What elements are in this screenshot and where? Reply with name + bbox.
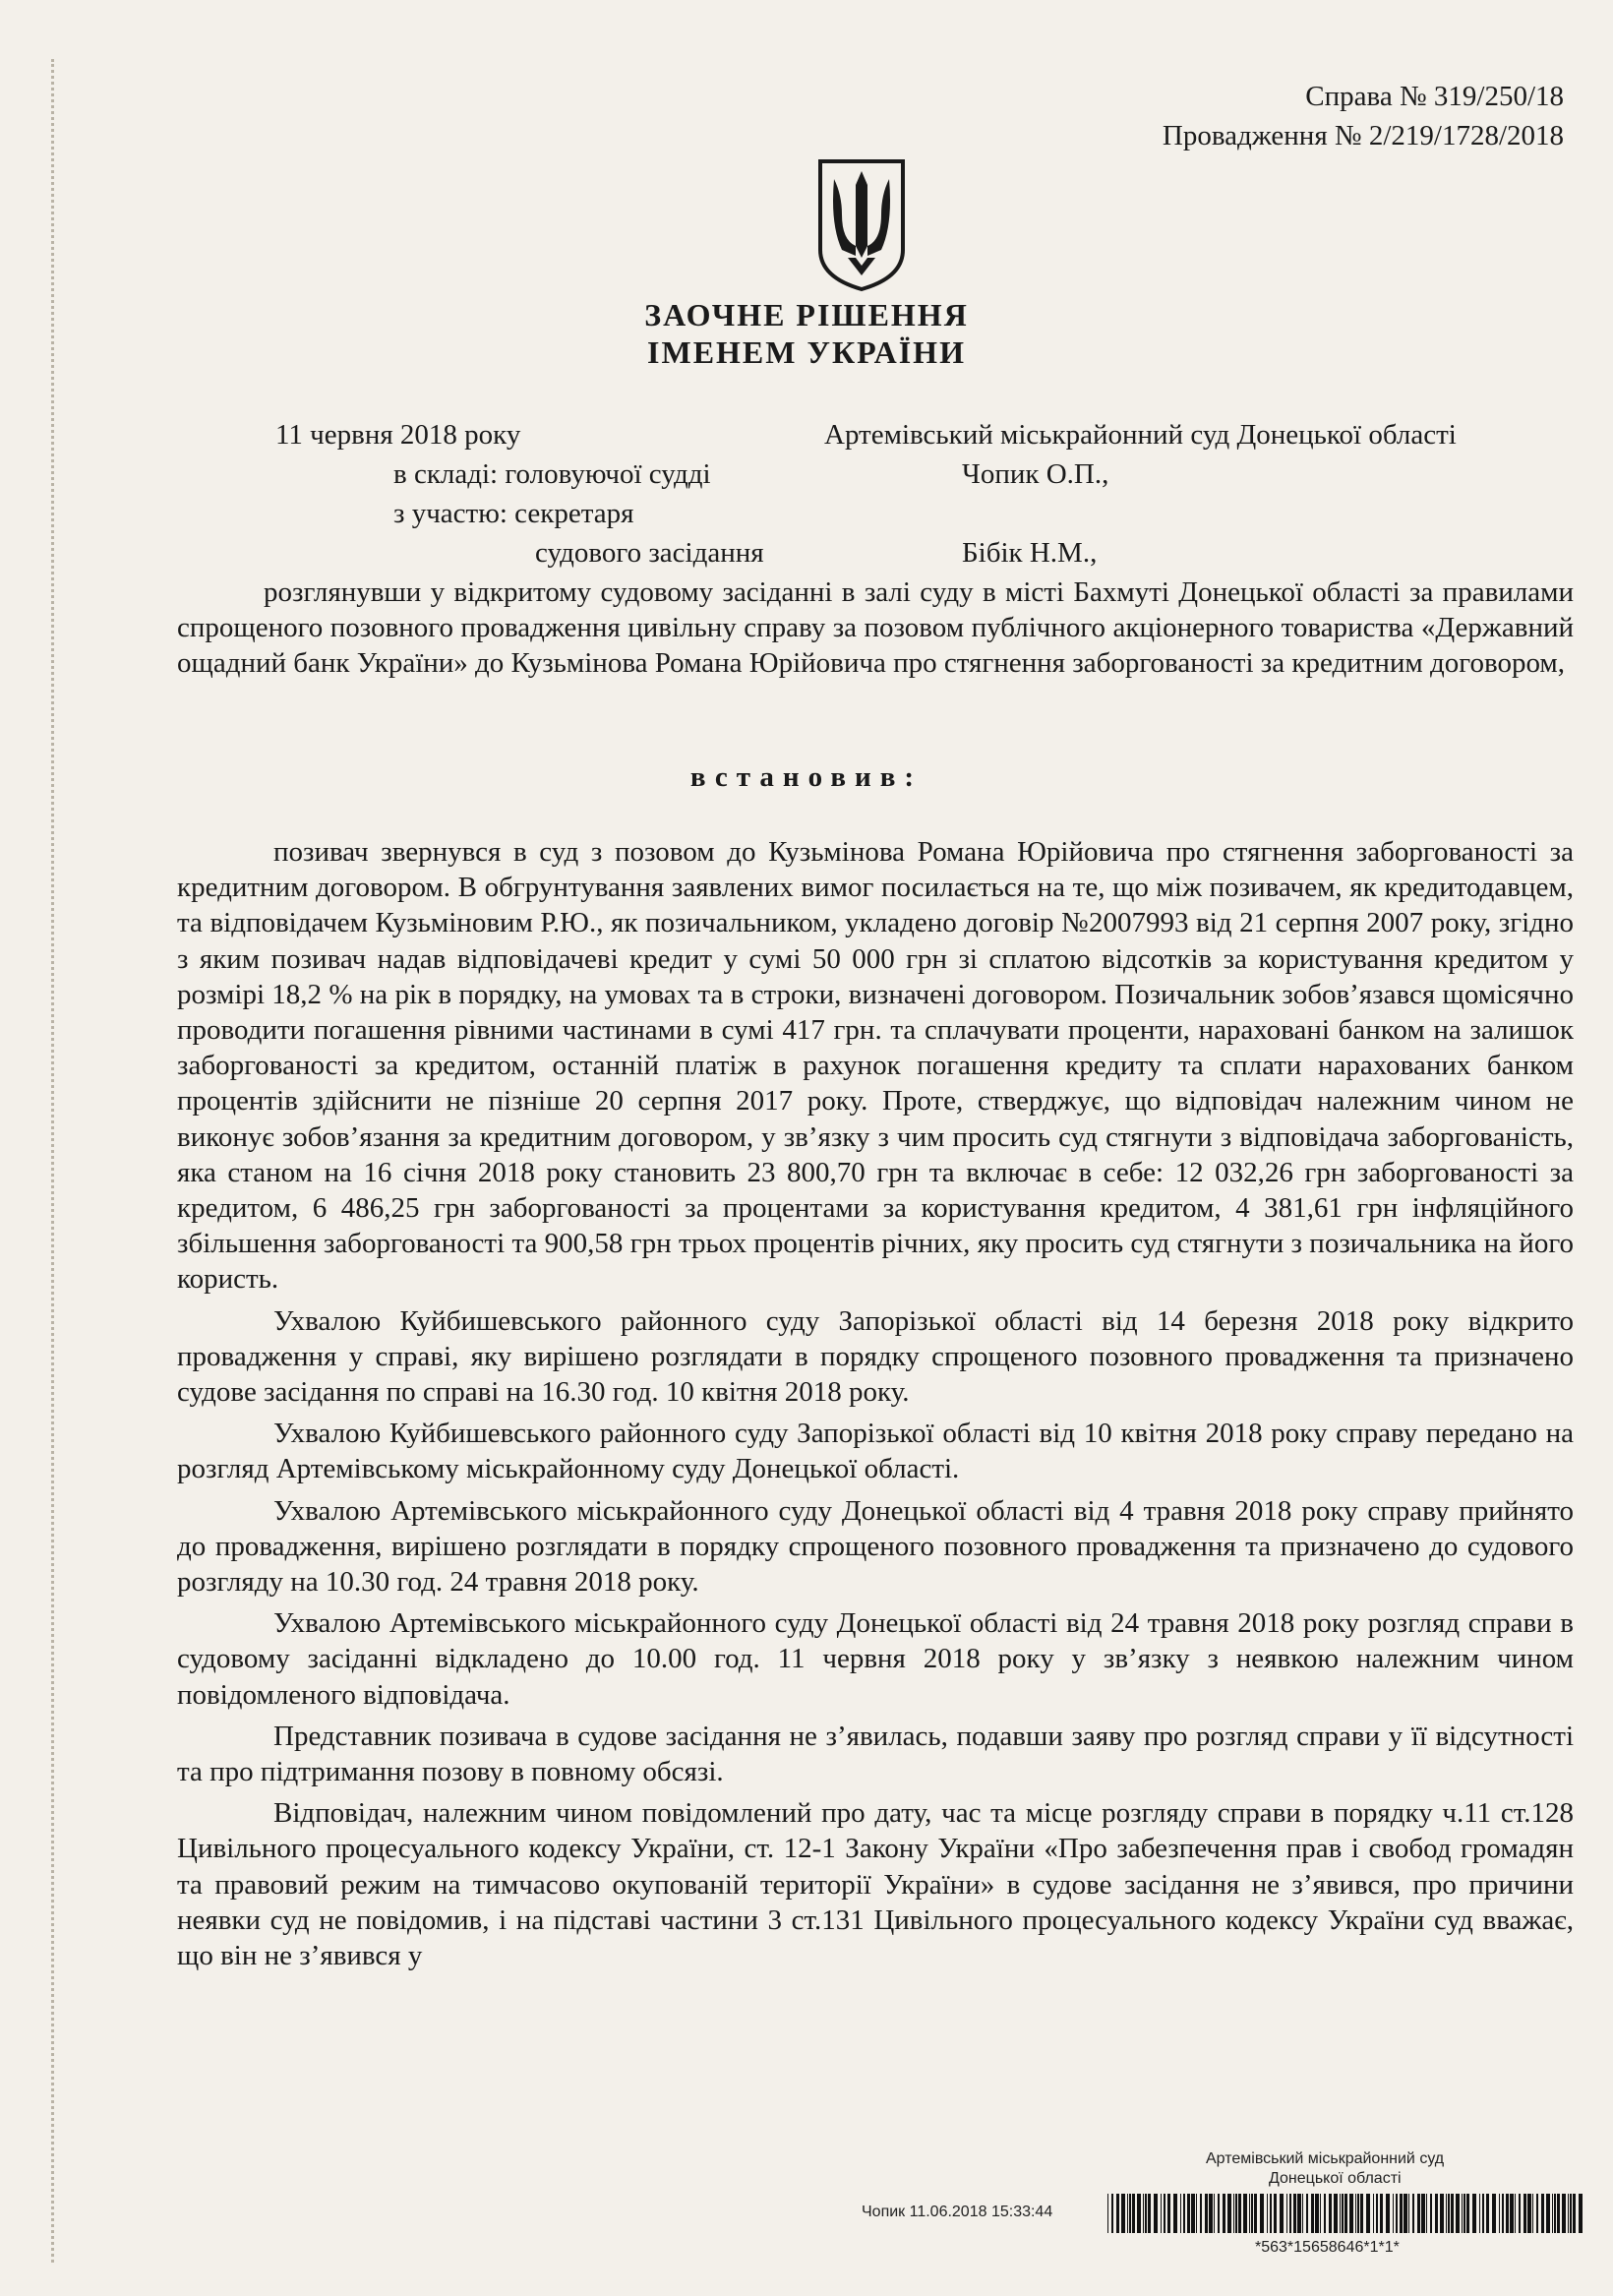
case-number: Справа № 319/250/18	[1305, 81, 1564, 112]
participation-label: з участю: секретаря	[393, 498, 634, 529]
barcode-text: *563*15658646*1*1*	[1255, 2239, 1400, 2256]
case-info	[1163, 77, 1564, 155]
body-paragraph: Ухвалою Куйбишевського районного суду Запорізької області від 14 березня 2018 року відкрито провадження у справі, яку вирішено розглядати в порядку спрощеного позовного провадження та призначено судове засідання по справі на 16.30 год. 10 квітня 2018 року.	[177, 1304, 1574, 1409]
stamp-court: Артемівський міськрайонний суд	[1206, 2150, 1445, 2167]
body-paragraph: Відповідач, належним чином повідомлений про дату, час та місце розгляду справи в порядку ч.11 ст.128 Цивільного процесуального кодексу України, ст. 12-1 Закону України «Про забезпечення прав і свобод громадян та правовий режим на тимчасово окупованій території України» в судове засідання не з’явився, про причини неявки суд не повідомив, і на підставі частини 3 ст.131 Цивільного процесуального кодексу України суд вважає, що він не з’явився у	[177, 1797, 1574, 1972]
body-paragraph: позивач звернувся в суд з позовом до Кузьмінова Романа Юрійовича про стягнення заборгованості за кредитним договором. В обгрунтування заявлених вимог посилається на те, що між позивачем, як кредитодавцем, та відповідачем Кузьміновим Р.Ю., як позичальником, укладено договір №2007993 від 21 серпня 2007 року, згідно з яким позивач надав відповідачеві кредит у сумі 50 000 грн зі сплатою відсотків за користування кредитом у розмірі 18,2 % на рік в порядку, на умовах та в строки, визначені договором. Позичальник зобов’язався щомісячно проводити погашення рівними частинами в сумі 417 грн. та сплачувати проценти, нараховані банком на залишок заборгованості за кредитом, останній платіж в рахунок погашення кредиту та сплати нарахованих банком процентів здійснити не пізніше 20 серпня 2017 року. Проте, стверджує, що відповідач належним чином не виконує зобов’язання за кредитним договором, у зв’язку з чим просить суд стягнути з відповідача заборгованість, яка станом на 16 січня 2018 року становить 23 800,70 грн та включає в себе: 12 032,26 грн заборгованості за кредитом, 6 486,25 грн заборгованості за процентами за користування кредитом, 4 381,61 грн інфляційного збільшення заборгованості та 900,58 грн трьох процентів річних, яку просить суд стягнути з позичальника на його користь.	[177, 836, 1574, 1296]
signature-stamp: Чопик 11.06.2018 15:33:44	[862, 2204, 1053, 2220]
body-paragraph: Ухвалою Артемівського міськрайонного суду Донецької області від 4 травня 2018 року справу прийнято до провадження, вирішено розглядати в порядку спрощеного позовного провадження та призначено до судового розгляду на 10.30 год. 24 травня 2018 року.	[177, 1494, 1574, 1599]
decision-body	[177, 834, 1574, 1979]
trident-emblem-icon	[812, 155, 911, 293]
secretary-name: Бібік Н.М.,	[962, 537, 1098, 569]
established-heading: встановив:	[689, 761, 924, 793]
decision-date: 11 червня 2018 року	[275, 419, 521, 451]
judge-name: Чопик О.П.,	[962, 458, 1109, 490]
barcode-icon	[1107, 2194, 1584, 2233]
stamp-region: Донецької області	[1269, 2170, 1402, 2187]
document-title-line2: ІМЕНЕМ УКРАЇНИ	[647, 334, 966, 370]
body-paragraph: Представник позивача в судове засідання не з’явилась, подавши заяву про розгляд справи у її відсутності та про підтримання позову в повному обсязі.	[177, 1720, 1574, 1788]
session-label: судового засідання	[535, 537, 764, 569]
intro-paragraph: розглянувши у відкритому судовому засіданні в залі суду в місті Бахмуті Донецької області за правилами спрощеного позовного провадження цивільну справу за позовом публічного акціонерного товариства «Державний ощадний банк України» до Кузьмінова Романа Юрійовича про стягнення заборгованості за кредитним договором,	[177, 576, 1574, 680]
body-paragraph: Ухвалою Куйбишевського районного суду Запорізької області від 10 квітня 2018 року справу передано на розгляд Артемівському міськрайонному суду Донецької області.	[177, 1418, 1574, 1485]
document-title-line1: ЗАОЧНЕ РІШЕННЯ	[644, 297, 969, 332]
body-paragraph: Ухвалою Артемівського міськрайонного суду Донецької області від 24 травня 2018 року розгляд справи в судовому засіданні відкладено до 10.00 год. 11 червня 2018 року у зв’язку з неявкою належним чином повідомленого відповідача.	[177, 1607, 1574, 1711]
proceeding-number: Провадження № 2/219/1728/2018	[1162, 120, 1564, 151]
court-name: Артемівський міськрайонний суд Донецької області	[824, 419, 1457, 451]
binding-holes	[51, 59, 88, 2263]
composition-label: в складі: головуючої судді	[393, 458, 711, 490]
